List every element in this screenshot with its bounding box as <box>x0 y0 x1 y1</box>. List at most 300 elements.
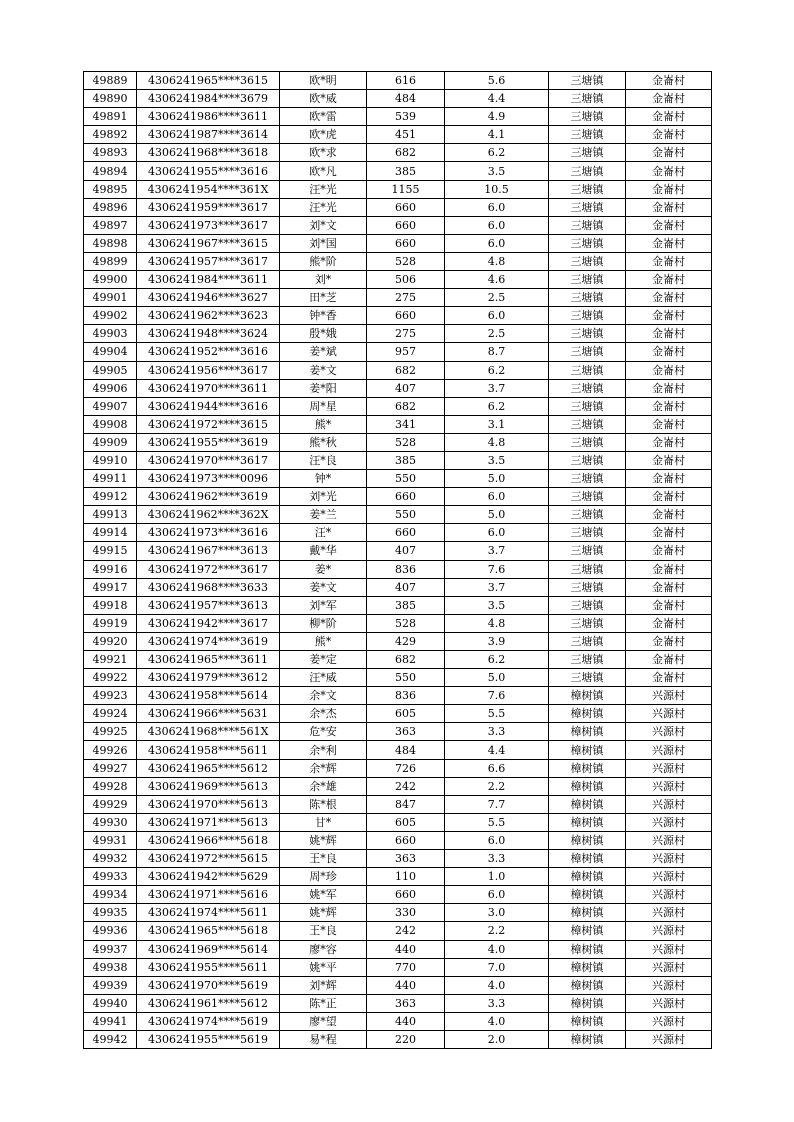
cell-name: 余*文 <box>280 687 367 705</box>
cell-name: 熊* <box>280 632 367 650</box>
cell-town: 三塘镇 <box>549 343 626 361</box>
cell-village: 兴源村 <box>626 850 712 868</box>
cell-town: 樟树镇 <box>549 958 626 976</box>
cell-amount: 429 <box>367 632 445 650</box>
cell-serial: 49918 <box>84 596 137 614</box>
cell-amount: 682 <box>367 144 445 162</box>
cell-amount: 528 <box>367 614 445 632</box>
cell-name: 姜* <box>280 560 367 578</box>
cell-name: 王*良 <box>280 850 367 868</box>
cell-amount: 528 <box>367 433 445 451</box>
table-row <box>84 578 712 596</box>
cell-serial: 49904 <box>84 343 137 361</box>
cell-village: 金崙村 <box>626 415 712 433</box>
cell-town: 三塘镇 <box>549 144 626 162</box>
cell-area: 3.5 <box>445 162 549 180</box>
cell-town: 樟树镇 <box>549 687 626 705</box>
cell-village: 兴源村 <box>626 868 712 886</box>
cell-name: 廖*望 <box>280 1012 367 1030</box>
cell-name: 汪* <box>280 524 367 542</box>
cell-amount: 660 <box>367 524 445 542</box>
cell-serial: 49907 <box>84 397 137 415</box>
cell-id-number: 4306241955****3616 <box>137 162 280 180</box>
cell-id-number: 4306241965****3611 <box>137 651 280 669</box>
cell-village: 兴源村 <box>626 831 712 849</box>
cell-name: 余*杰 <box>280 705 367 723</box>
cell-amount: 957 <box>367 343 445 361</box>
cell-village: 兴源村 <box>626 741 712 759</box>
cell-serial: 49942 <box>84 1030 137 1048</box>
table-row <box>84 705 712 723</box>
cell-village: 金崙村 <box>626 596 712 614</box>
cell-name: 欧*求 <box>280 144 367 162</box>
cell-name: 姚*辉 <box>280 904 367 922</box>
cell-town: 三塘镇 <box>549 651 626 669</box>
cell-amount: 341 <box>367 415 445 433</box>
table-row <box>84 289 712 307</box>
cell-amount: 1155 <box>367 180 445 198</box>
cell-amount: 363 <box>367 994 445 1012</box>
table-row <box>84 958 712 976</box>
cell-name: 甘* <box>280 813 367 831</box>
cell-id-number: 4306241970****3611 <box>137 379 280 397</box>
cell-town: 樟树镇 <box>549 922 626 940</box>
cell-village: 兴源村 <box>626 940 712 958</box>
table-row <box>84 596 712 614</box>
cell-serial: 49917 <box>84 578 137 596</box>
cell-town: 樟树镇 <box>549 831 626 849</box>
cell-town: 樟树镇 <box>549 759 626 777</box>
table-body <box>84 72 712 1049</box>
cell-village: 兴源村 <box>626 723 712 741</box>
cell-town: 樟树镇 <box>549 886 626 904</box>
cell-town: 樟树镇 <box>549 868 626 886</box>
cell-village: 金崙村 <box>626 669 712 687</box>
cell-amount: 440 <box>367 940 445 958</box>
cell-area: 8.7 <box>445 343 549 361</box>
cell-id-number: 4306241955****5619 <box>137 1030 280 1048</box>
cell-village: 金崙村 <box>626 397 712 415</box>
table-row <box>84 904 712 922</box>
cell-id-number: 4306241942****3617 <box>137 614 280 632</box>
cell-amount: 605 <box>367 813 445 831</box>
table-row <box>84 397 712 415</box>
cell-amount: 660 <box>367 198 445 216</box>
cell-village: 兴源村 <box>626 994 712 1012</box>
table-row <box>84 234 712 252</box>
cell-serial: 49936 <box>84 922 137 940</box>
cell-area: 4.0 <box>445 976 549 994</box>
cell-village: 金崙村 <box>626 451 712 469</box>
cell-area: 6.0 <box>445 488 549 506</box>
cell-town: 三塘镇 <box>549 506 626 524</box>
table-row <box>84 669 712 687</box>
cell-serial: 49935 <box>84 904 137 922</box>
cell-village: 金崙村 <box>626 343 712 361</box>
cell-town: 樟树镇 <box>549 813 626 831</box>
cell-amount: 385 <box>367 451 445 469</box>
table-row <box>84 560 712 578</box>
cell-amount: 682 <box>367 361 445 379</box>
cell-id-number: 4306241954****361X <box>137 180 280 198</box>
cell-name: 刘*光 <box>280 488 367 506</box>
cell-name: 易*程 <box>280 1030 367 1048</box>
cell-town: 三塘镇 <box>549 289 626 307</box>
cell-village: 兴源村 <box>626 777 712 795</box>
cell-name: 钟* <box>280 470 367 488</box>
cell-id-number: 4306241974****3619 <box>137 632 280 650</box>
cell-name: 姜*阳 <box>280 379 367 397</box>
cell-name: 汪*光 <box>280 198 367 216</box>
cell-area: 6.2 <box>445 397 549 415</box>
cell-amount: 528 <box>367 252 445 270</box>
table-row <box>84 831 712 849</box>
cell-village: 金崙村 <box>626 162 712 180</box>
cell-id-number: 4306241969****5614 <box>137 940 280 958</box>
cell-village: 金崙村 <box>626 126 712 144</box>
cell-amount: 550 <box>367 470 445 488</box>
cell-amount: 440 <box>367 976 445 994</box>
cell-serial: 49931 <box>84 831 137 849</box>
cell-area: 5.6 <box>445 72 549 90</box>
cell-name: 余*辉 <box>280 759 367 777</box>
table-row <box>84 813 712 831</box>
cell-area: 6.0 <box>445 307 549 325</box>
table-row <box>84 850 712 868</box>
cell-area: 4.9 <box>445 108 549 126</box>
cell-area: 3.7 <box>445 542 549 560</box>
cell-village: 兴源村 <box>626 958 712 976</box>
cell-area: 3.1 <box>445 415 549 433</box>
table-row <box>84 922 712 940</box>
cell-serial: 49894 <box>84 162 137 180</box>
cell-name: 欧*威 <box>280 90 367 108</box>
cell-id-number: 4306241970****3617 <box>137 451 280 469</box>
cell-village: 兴源村 <box>626 886 712 904</box>
cell-serial: 49903 <box>84 325 137 343</box>
cell-area: 6.2 <box>445 361 549 379</box>
cell-town: 三塘镇 <box>549 72 626 90</box>
cell-name: 余*雄 <box>280 777 367 795</box>
cell-town: 三塘镇 <box>549 488 626 506</box>
cell-town: 樟树镇 <box>549 705 626 723</box>
cell-village: 金崙村 <box>626 180 712 198</box>
cell-serial: 49939 <box>84 976 137 994</box>
cell-area: 7.7 <box>445 795 549 813</box>
cell-town: 樟树镇 <box>549 1030 626 1048</box>
cell-id-number: 4306241948****3624 <box>137 325 280 343</box>
cell-village: 金崙村 <box>626 90 712 108</box>
cell-name: 刘*军 <box>280 596 367 614</box>
cell-town: 三塘镇 <box>549 198 626 216</box>
cell-town: 三塘镇 <box>549 542 626 560</box>
cell-id-number: 4306241955****3619 <box>137 433 280 451</box>
table-row <box>84 777 712 795</box>
cell-area: 2.2 <box>445 922 549 940</box>
cell-area: 4.8 <box>445 252 549 270</box>
cell-town: 樟树镇 <box>549 850 626 868</box>
cell-village: 金崙村 <box>626 289 712 307</box>
cell-village: 金崙村 <box>626 433 712 451</box>
cell-village: 金崙村 <box>626 72 712 90</box>
cell-village: 金崙村 <box>626 216 712 234</box>
cell-serial: 49925 <box>84 723 137 741</box>
cell-amount: 726 <box>367 759 445 777</box>
table-row <box>84 433 712 451</box>
cell-name: 周*珍 <box>280 868 367 886</box>
cell-serial: 49914 <box>84 524 137 542</box>
cell-id-number: 4306241962****3619 <box>137 488 280 506</box>
cell-town: 三塘镇 <box>549 524 626 542</box>
cell-village: 金崙村 <box>626 651 712 669</box>
cell-village: 金崙村 <box>626 578 712 596</box>
cell-area: 4.8 <box>445 433 549 451</box>
cell-id-number: 4306241965****5612 <box>137 759 280 777</box>
cell-serial: 49902 <box>84 307 137 325</box>
cell-id-number: 4306241986****3611 <box>137 108 280 126</box>
cell-serial: 49891 <box>84 108 137 126</box>
table-row <box>84 759 712 777</box>
cell-area: 5.0 <box>445 506 549 524</box>
cell-town: 三塘镇 <box>549 216 626 234</box>
cell-village: 金崙村 <box>626 524 712 542</box>
cell-village: 金崙村 <box>626 361 712 379</box>
table-row <box>84 940 712 958</box>
cell-id-number: 4306241971****5613 <box>137 813 280 831</box>
cell-name: 姚*辉 <box>280 831 367 849</box>
cell-town: 三塘镇 <box>549 162 626 180</box>
table-row <box>84 90 712 108</box>
cell-area: 5.5 <box>445 813 549 831</box>
cell-name: 王*良 <box>280 922 367 940</box>
cell-amount: 363 <box>367 723 445 741</box>
table-row <box>84 795 712 813</box>
cell-area: 2.2 <box>445 777 549 795</box>
table-row <box>84 361 712 379</box>
cell-town: 樟树镇 <box>549 940 626 958</box>
cell-name: 姜*文 <box>280 361 367 379</box>
cell-area: 3.9 <box>445 632 549 650</box>
cell-area: 3.5 <box>445 451 549 469</box>
cell-serial: 49895 <box>84 180 137 198</box>
cell-village: 兴源村 <box>626 1030 712 1048</box>
table-row <box>84 976 712 994</box>
cell-serial: 49930 <box>84 813 137 831</box>
cell-amount: 506 <box>367 271 445 289</box>
cell-serial: 49912 <box>84 488 137 506</box>
cell-name: 柳*阶 <box>280 614 367 632</box>
cell-serial: 49926 <box>84 741 137 759</box>
cell-town: 三塘镇 <box>549 578 626 596</box>
cell-area: 6.0 <box>445 831 549 849</box>
cell-area: 6.6 <box>445 759 549 777</box>
cell-name: 熊*阶 <box>280 252 367 270</box>
cell-amount: 682 <box>367 397 445 415</box>
cell-town: 三塘镇 <box>549 361 626 379</box>
cell-area: 6.2 <box>445 144 549 162</box>
cell-area: 6.0 <box>445 198 549 216</box>
table-row <box>84 506 712 524</box>
table-row <box>84 162 712 180</box>
cell-name: 熊*秋 <box>280 433 367 451</box>
cell-id-number: 4306241967****3613 <box>137 542 280 560</box>
cell-village: 兴源村 <box>626 1012 712 1030</box>
cell-town: 樟树镇 <box>549 777 626 795</box>
cell-name: 殷*娥 <box>280 325 367 343</box>
table-row <box>84 1030 712 1048</box>
cell-area: 4.8 <box>445 614 549 632</box>
cell-amount: 242 <box>367 922 445 940</box>
cell-town: 三塘镇 <box>549 470 626 488</box>
cell-area: 3.0 <box>445 904 549 922</box>
table-row <box>84 488 712 506</box>
cell-village: 兴源村 <box>626 687 712 705</box>
table-row <box>84 180 712 198</box>
cell-serial: 49922 <box>84 669 137 687</box>
cell-serial: 49928 <box>84 777 137 795</box>
cell-town: 三塘镇 <box>549 596 626 614</box>
cell-town: 三塘镇 <box>549 632 626 650</box>
cell-village: 金崙村 <box>626 325 712 343</box>
cell-amount: 836 <box>367 560 445 578</box>
cell-area: 5.5 <box>445 705 549 723</box>
cell-id-number: 4306241946****3627 <box>137 289 280 307</box>
cell-name: 危*安 <box>280 723 367 741</box>
cell-area: 6.0 <box>445 886 549 904</box>
cell-area: 1.0 <box>445 868 549 886</box>
cell-town: 三塘镇 <box>549 126 626 144</box>
cell-name: 姚*平 <box>280 958 367 976</box>
cell-village: 金崙村 <box>626 271 712 289</box>
cell-town: 三塘镇 <box>549 234 626 252</box>
cell-town: 樟树镇 <box>549 1012 626 1030</box>
cell-area: 4.4 <box>445 741 549 759</box>
cell-village: 金崙村 <box>626 108 712 126</box>
cell-amount: 605 <box>367 705 445 723</box>
cell-name: 姜*斌 <box>280 343 367 361</box>
cell-area: 7.6 <box>445 560 549 578</box>
cell-id-number: 4306241958****5614 <box>137 687 280 705</box>
table-row <box>84 198 712 216</box>
cell-serial: 49920 <box>84 632 137 650</box>
cell-id-number: 4306241942****5629 <box>137 868 280 886</box>
cell-area: 6.0 <box>445 524 549 542</box>
cell-area: 4.0 <box>445 1012 549 1030</box>
cell-town: 三塘镇 <box>549 252 626 270</box>
cell-id-number: 4306241966****5631 <box>137 705 280 723</box>
cell-name: 廖*容 <box>280 940 367 958</box>
cell-amount: 275 <box>367 325 445 343</box>
cell-id-number: 4306241962****362X <box>137 506 280 524</box>
cell-name: 姜*定 <box>280 651 367 669</box>
cell-village: 兴源村 <box>626 705 712 723</box>
cell-area: 3.7 <box>445 578 549 596</box>
cell-serial: 49901 <box>84 289 137 307</box>
cell-id-number: 4306241968****3618 <box>137 144 280 162</box>
table-row <box>84 144 712 162</box>
cell-id-number: 4306241974****5619 <box>137 1012 280 1030</box>
cell-serial: 49910 <box>84 451 137 469</box>
cell-id-number: 4306241979****3612 <box>137 669 280 687</box>
cell-village: 金崙村 <box>626 614 712 632</box>
table-row <box>84 1012 712 1030</box>
cell-town: 三塘镇 <box>549 614 626 632</box>
table-row <box>84 886 712 904</box>
cell-id-number: 4306241957****3613 <box>137 596 280 614</box>
cell-serial: 49919 <box>84 614 137 632</box>
table-row <box>84 868 712 886</box>
cell-amount: 275 <box>367 289 445 307</box>
cell-town: 三塘镇 <box>549 108 626 126</box>
cell-id-number: 4306241967****3615 <box>137 234 280 252</box>
table-row <box>84 651 712 669</box>
cell-serial: 49916 <box>84 560 137 578</box>
cell-village: 兴源村 <box>626 795 712 813</box>
cell-village: 金崙村 <box>626 252 712 270</box>
cell-id-number: 4306241961****5612 <box>137 994 280 1012</box>
cell-town: 三塘镇 <box>549 325 626 343</box>
cell-area: 2.5 <box>445 289 549 307</box>
cell-serial: 49890 <box>84 90 137 108</box>
table-row <box>84 632 712 650</box>
cell-area: 5.0 <box>445 669 549 687</box>
cell-area: 2.5 <box>445 325 549 343</box>
cell-name: 姜*文 <box>280 578 367 596</box>
cell-serial: 49937 <box>84 940 137 958</box>
cell-name: 欧*明 <box>280 72 367 90</box>
cell-id-number: 4306241973****3617 <box>137 216 280 234</box>
cell-town: 樟树镇 <box>549 741 626 759</box>
cell-amount: 550 <box>367 506 445 524</box>
cell-area: 6.0 <box>445 234 549 252</box>
cell-village: 金崙村 <box>626 234 712 252</box>
cell-id-number: 4306241966****5618 <box>137 831 280 849</box>
cell-area: 3.5 <box>445 596 549 614</box>
cell-name: 刘*辉 <box>280 976 367 994</box>
cell-amount: 451 <box>367 126 445 144</box>
cell-serial: 49909 <box>84 433 137 451</box>
cell-area: 7.6 <box>445 687 549 705</box>
cell-area: 2.0 <box>445 1030 549 1048</box>
table-row <box>84 470 712 488</box>
cell-amount: 660 <box>367 886 445 904</box>
data-table <box>83 71 712 1049</box>
table-row <box>84 126 712 144</box>
cell-town: 三塘镇 <box>549 379 626 397</box>
cell-village: 金崙村 <box>626 198 712 216</box>
cell-id-number: 4306241972****3617 <box>137 560 280 578</box>
cell-id-number: 4306241956****3617 <box>137 361 280 379</box>
cell-area: 4.0 <box>445 940 549 958</box>
cell-id-number: 4306241973****3616 <box>137 524 280 542</box>
table-row <box>84 741 712 759</box>
cell-village: 金崙村 <box>626 488 712 506</box>
cell-serial: 49893 <box>84 144 137 162</box>
cell-village: 金崙村 <box>626 506 712 524</box>
cell-amount: 484 <box>367 90 445 108</box>
cell-area: 6.2 <box>445 651 549 669</box>
cell-village: 金崙村 <box>626 560 712 578</box>
cell-id-number: 4306241972****5615 <box>137 850 280 868</box>
cell-id-number: 4306241962****3623 <box>137 307 280 325</box>
cell-amount: 847 <box>367 795 445 813</box>
cell-id-number: 4306241957****3617 <box>137 252 280 270</box>
cell-id-number: 4306241974****5611 <box>137 904 280 922</box>
cell-town: 三塘镇 <box>549 415 626 433</box>
cell-amount: 330 <box>367 904 445 922</box>
cell-serial: 49921 <box>84 651 137 669</box>
table-row <box>84 325 712 343</box>
